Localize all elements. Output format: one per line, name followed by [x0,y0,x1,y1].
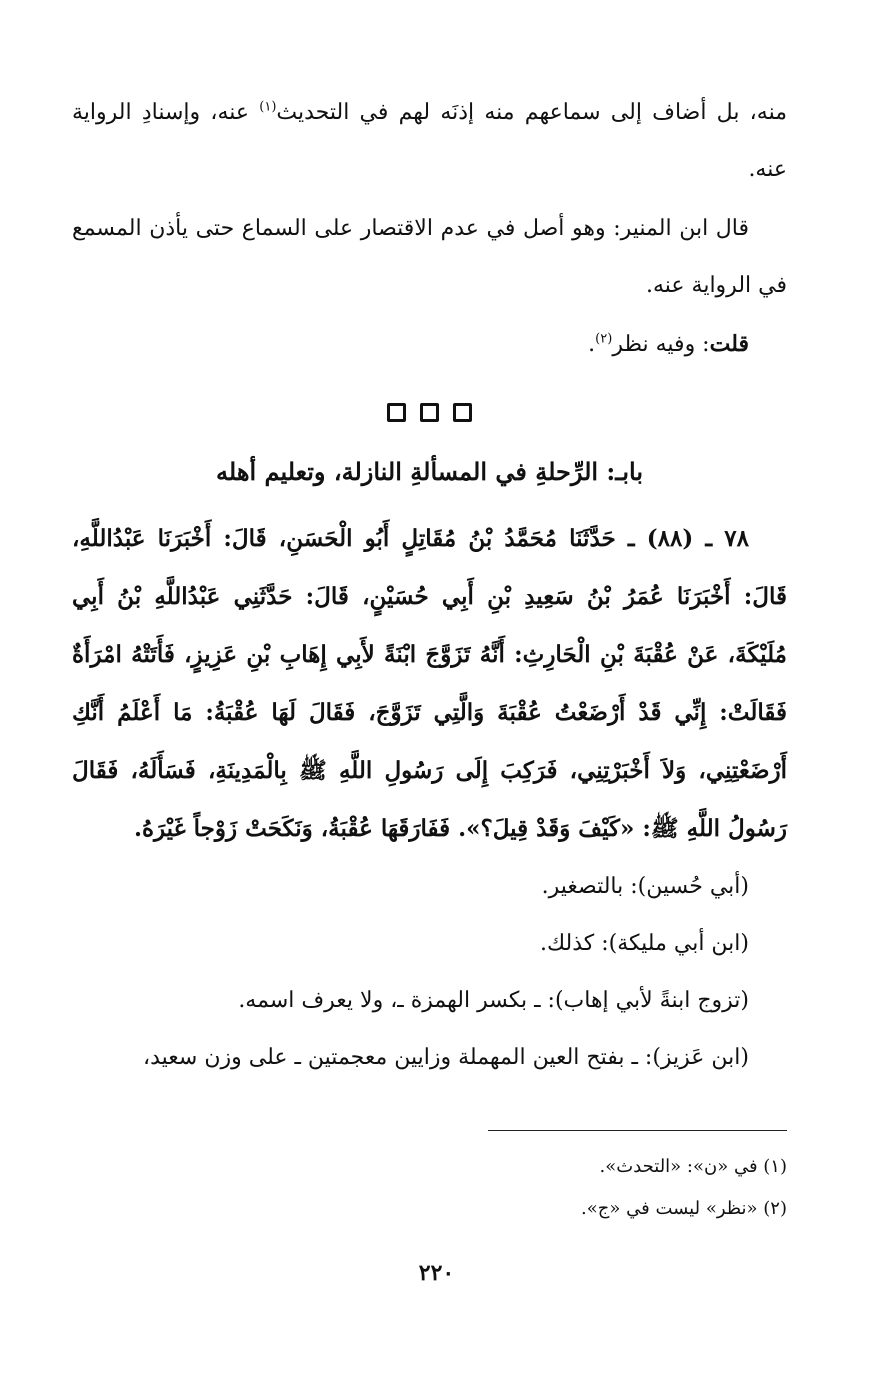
note-line-2: (ابن أبي مليكة): كذلك. [539,931,749,956]
paragraph-1 [72,84,787,198]
chapter-heading [72,452,787,492]
paragraph-1-end: عنه، وإسنادِ الرواية عنه. [72,100,787,182]
paragraph-2: قال ابن المنير: وهو أصل في عدم الاقتصار على السماع حتى يأذن المسمع في الرواية عنه. [72,216,787,298]
paragraph-3-text: : وفيه نظر [612,332,710,357]
footnote-2: (٢) «نظر» ليست في «ج». [581,1198,787,1219]
note-line-4: (ابن عَزيز): ـ بفتح العين المهملة وزايين معجمتين ـ على وزن سعيد، [143,1045,749,1070]
chapter-title: : الرِّحلةِ في المسألةِ النازلة، وتعليم أهله [216,457,616,486]
paragraph-1-text: منه، بل أضاف إلى سماعهم منه إذنَه لهم في التحديث [276,100,788,125]
hadith-text: ٧٨ ـ (٨٨) ـ حَدَّثَنَا مُحَمَّدُ بْنُ مُقَاتِلٍ أَبُو الْحَسَنِ، قَالَ: أَخْبَرَنَا عَبْدُاللَّهِ، قَالَ: أَخْبَرَنَا عُمَرُ بْنُ سَعِيدِ بْنِ أَبِي حُسَيْنٍ، قَالَ: حَدَّثَنِي عَبْدُاللَّهِ بْنُ أَبِي مُلَيْكَةَ، عَنْ عُقْبَةَ بْنِ الْحَارِثِ: أَنَّهُ تَزَوَّجَ ابْنَةً لأَبِي إِهَابِ بْنِ عَزِيزٍ، فَأَتَتْهُ امْرَأَةٌ فَقَالَتْ: إِنِّي قَدْ أَرْضَعْتُ عُقْبَةَ وَالَّتِي تَزَوَّجَ، فَقَالَ لَهَا عُقْبَةُ: مَا أَعْلَمُ أَنَّكِ أَرْضَعْتِنِي، وَلاَ أَخْبَرْتِنِي، فَرَكِبَ إِلَى رَسُولِ اللَّهِ ﷺ بِالْمَدِينَةِ، فَسَأَلَهُ، فَقَالَ رَسُولُ اللَّهِ ﷺ: «كَيْفَ وَقَدْ قِيلَ؟». فَفَارَقَهَا عُقْبَةُ، وَنَكَحَتْ زَوْجاً غَيْرَهُ. [72,525,788,842]
divider-square-icon [420,403,439,422]
footnotes [72,1146,787,1230]
paragraph-3-end: . [588,332,596,357]
footnote-ref-2[interactable]: (٢) [595,331,613,347]
divider-square-icon [453,403,472,422]
chapter-label: بابـ [615,457,643,486]
paragraph-3 [72,316,787,373]
section-divider [72,403,787,422]
footnote-separator [488,1130,787,1131]
page-body [72,84,787,1086]
footnote-1: (١) في «ن»: «التحدث». [599,1156,787,1177]
note-line-3: (تزوج ابنةً لأبي إهاب): ـ بكسر الهمزة ـ، ولا يعرف اسمه. [238,988,749,1013]
page-number: ٢٢٠ [418,1260,455,1286]
footnote-ref-1[interactable]: (١) [259,99,277,115]
note-line-1: (أبي حُسين): بالتصغير. [541,874,749,899]
qultu-label: قلت [709,331,749,357]
divider-square-icon [387,403,406,422]
